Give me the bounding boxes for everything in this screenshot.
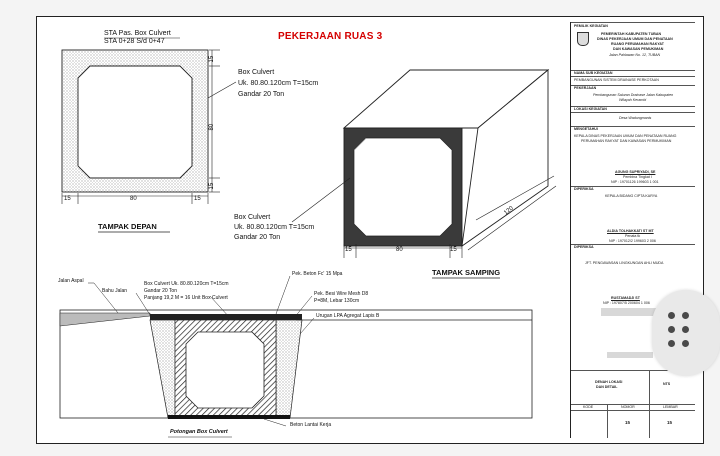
section-bc-line3: Panjang 19,2 M = 16 Unit Box Culvert (144, 295, 228, 301)
section-bahu-jalan: Bahu Jalan (102, 288, 128, 294)
tb-org-line5: Jalan Pahlawan No. 12, TUBAN (609, 53, 661, 57)
tb-hdr-sheets: LEMBAR (663, 405, 678, 409)
tb-org-line4: DAN KAWASAN PEMUKIMAN (613, 47, 664, 51)
section-caption: Potongan Box Culvert (170, 429, 228, 435)
iso-view-label: TAMPAK SAMPING (432, 268, 501, 277)
front-dim-right: 15 (194, 196, 201, 202)
front-note-line3: Gandar 20 Ton (238, 91, 285, 98)
section-wire-line2: P=8M, Lebar 130cm (314, 298, 360, 304)
redacted-stamp (601, 308, 657, 316)
drag-handle-button[interactable] (652, 290, 720, 376)
iso-dim-right: 15 (450, 247, 457, 253)
drag-dot (668, 312, 675, 319)
tb-work-line1: Pembangunan Saluran Drainase Jalan Kabupaten (593, 93, 674, 97)
section-bc-line1: Box Culvert Uk. 80.80.120cm T=15cm (144, 281, 229, 287)
tb-sheets-val: 15 (667, 420, 673, 425)
tb-drawn-role: JFT. PENGAWASAN LINGKUNGAN AHLI MUDA (585, 261, 664, 265)
front-view-label: TAMPAK DEPAN (98, 222, 157, 231)
tb-checked-role: KEPALA BIDANG CIPTA KARYA (605, 194, 658, 198)
drag-dot (682, 340, 689, 347)
tb-org-line2: DINAS PEKERJAAN UMUM DAN PENATAAN (597, 37, 673, 41)
front-view-box (62, 50, 208, 192)
tb-hdr-approve: MENGETAHUI (574, 127, 598, 131)
tb-location: Desa Wadungmanis (619, 116, 652, 120)
tb-hdr-checked: DIPERIKSA (574, 187, 594, 191)
front-note-line2: Uk. 80.80.120cm T=15cm (238, 80, 319, 87)
tb-scale: NTS (663, 382, 671, 386)
front-dim-center: 80 (130, 196, 137, 202)
tb-checked-rank: Penata tk (625, 234, 641, 238)
section-urugan: Urugan LPA Agregat Lapis B (316, 313, 380, 319)
iso-note-line2: Uk. 80.80.120cm T=15cm (234, 224, 315, 231)
front-dim-vbot: 15 (209, 182, 216, 190)
section-wire-line1: Pek. Besi Wire Mesh D8 (314, 291, 369, 297)
tb-hdr-work: PEKERJAAN (574, 86, 597, 90)
tb-head-rank: Pembina Tingkat I (623, 175, 652, 179)
tb-org-line3: RUANG PERUMAHAN RAKYAT (611, 42, 664, 46)
section-pek-beton: Pek. Beton Fc' 15 Mpa (292, 271, 343, 277)
redacted-stamp-2 (607, 352, 653, 358)
tb-activity: PEMBANGUNAN SISTEM DRAINASE PERKOTAAN (574, 78, 659, 82)
tb-org-line1: PEMERINTAH KABUPATEN TUBAN (601, 32, 662, 36)
drag-dot (668, 326, 675, 333)
tb-hdr-activity: NAMA SUB KEGIATAN (574, 71, 613, 75)
iso-note-line1: Box Culvert (234, 214, 271, 221)
tb-drawn-nip: NIP : 197807/5 200604 1 006 (603, 301, 650, 305)
front-dim-vtop: 15 (209, 55, 216, 63)
tb-hdr-number: NOMOR (621, 405, 635, 409)
tb-hdr-code: KODE (583, 405, 594, 409)
tb-head-nip: NIP : 19701126 199603 1 001 (611, 180, 659, 184)
iso-dim-center: 80 (396, 247, 403, 253)
tb-approve-line1: KEPALA DINAS PEKERJAAN UMUM DAN PENATAAN RUANG (574, 134, 677, 138)
drag-dot (682, 326, 689, 333)
iso-dim-left: 15 (345, 247, 352, 253)
front-sta-line2: STA 0+28 S/d 0+47 (104, 38, 165, 45)
tb-hdr-drawn: DIPERIKSA (574, 245, 594, 249)
tb-number-val: 15 (625, 420, 631, 425)
section-lantai-kerja: Beton Lantai Kerja (290, 422, 332, 428)
tb-sheet-title-line2: DAN DETAIL (596, 385, 618, 389)
tb-approve-line2: PERUMAHAN RAKYAT DAN KAWASAN PERMUKIMAN (581, 139, 672, 143)
regency-logo (577, 32, 589, 46)
iso-dim-depth: 120 (503, 205, 515, 217)
section-view (60, 310, 532, 419)
tb-work-line2: Wilayah Kerambi (619, 98, 647, 102)
title-block (570, 22, 695, 438)
front-dim-vmid: 80 (209, 123, 216, 131)
iso-note-line3: Gandar 20 Ton (234, 234, 281, 241)
front-note-line1: Box Culvert (238, 69, 275, 76)
section-bc-line2: Gandar 20 Ton (144, 288, 177, 294)
tb-checked-name: ALDIA TOLHAKKATI ST MT (607, 229, 654, 233)
tb-checked-nip: NIP : 197012/2 199603 2 006 (609, 239, 656, 243)
tb-hdr-location: LOKASI KEGIATAN (574, 107, 607, 111)
iso-view-box (344, 70, 548, 246)
section-jalan-aspal: Jalan Aspal (58, 278, 84, 284)
front-sta-line1: STA Pas. Box Culvert (104, 30, 171, 37)
tb-hdr-owner: PEMILIK KEGIATAN (574, 24, 608, 28)
tb-sheet-title-line1: DENAH LOKASI (595, 380, 623, 384)
page-title: PEKERJAAN RUAS 3 (278, 31, 383, 42)
tb-head-name: AGUNG SUPRIYADI, SE (615, 170, 656, 174)
tb-drawn-name: RUSTAMADJI ST (611, 296, 640, 300)
front-dim-left: 15 (64, 196, 71, 202)
drag-dot (668, 340, 675, 347)
drag-dot (682, 312, 689, 319)
